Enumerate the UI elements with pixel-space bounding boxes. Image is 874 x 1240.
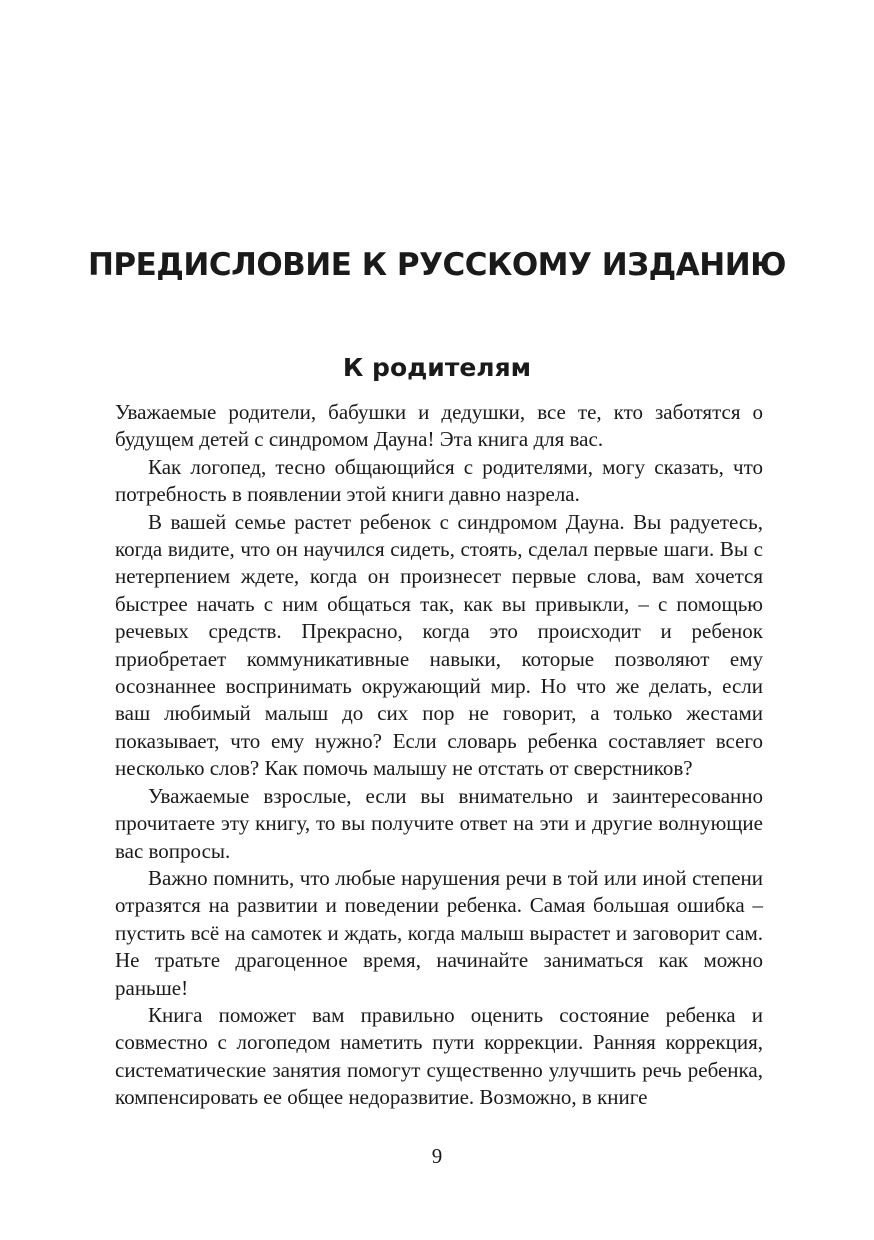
paragraph: Уважаемые взрослые, если вы внимательно и заинтересованно прочитаете эту книгу, то вы получите ответ на эти и другие волнующие вас вопросы. — [115, 783, 763, 863]
paragraph: В вашей семье растет ребенок с синдромом Дауна. Вы радуетесь, когда видите, что он научился сидеть, стоять, сделал первые шаги. Вы с нетерпением ждете, когда он произнесет первые слова, вам хочется быстрее начать с ним общаться так, как вы привыкли, – с помощью речевых средств. Прекрасно, когда это происходит и ребенок приобретает коммуникативные навыки, которые позволяют ему осознаннее воспринимать окружающий мир. Но что же делать, если ваш любимый малыш до сих пор не говорит, а только жестами показывает, что ему нужно? Если словарь ребенка составляет всего несколько слов? Как помочь малышу не отстать от сверстников? — [115, 509, 763, 781]
paragraph: Книга поможет вам правильно оценить состояние ребенка и совместно с логопедом наметить пути коррекции. Ранняя коррекция, систематические занятия помогут существенно улучшить речь ребенка, компенсировать ее общее недоразвитие. Возможно, в книге — [115, 1002, 763, 1110]
chapter-title: ПРЕДИСЛОВИЕ К РУССКОМУ ИЗДАНИЮ — [87, 247, 787, 283]
page-number: 9 — [431, 1144, 443, 1168]
paragraph: Как логопед, тесно общающийся с родителями, могу сказать, что потребность в появлении этой книги давно назрела. — [115, 454, 763, 507]
paragraph: Важно помнить, что любые нарушения речи в той или иной степени отразятся на развитии и поведении ребенка. Самая большая ошибка – пустить всё на самотек и ждать, когда малыш вырастет и заговорит сам. Не тратьте драгоценное время, начинайте заниматься как можно раньше! — [115, 865, 763, 1000]
paragraph: Уважаемые родители, бабушки и дедушки, все те, кто заботятся о будущем детей с синдромом Дауна! Эта книга для вас. — [115, 400, 763, 452]
section-title: К родителям — [342, 353, 532, 382]
body-text — [115, 399, 763, 1112]
